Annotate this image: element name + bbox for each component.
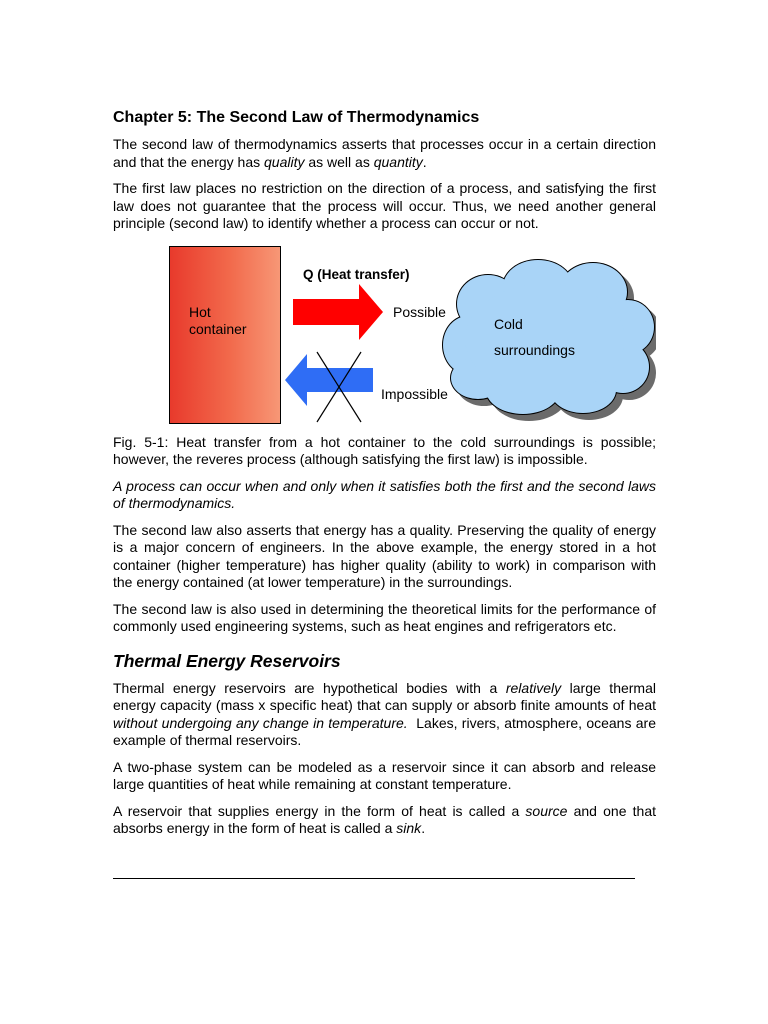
source-sink-paragraph: A reservoir that supplies energy in the form of heat is called a source and one that absorbs energy in the form of heat is called a sink.	[113, 802, 656, 836]
cloud-shape	[442, 259, 655, 415]
limits-paragraph: The second law is also used in determining the theoretical limits for the performance of commonly used engineering systems, such as heat engines and refrigerators etc.	[113, 600, 656, 634]
heat-transfer-label: Q (Heat transfer)	[303, 266, 410, 282]
first-law-paragraph: The first law places no restriction on the direction of a process, and satisfying the first law does not guarantee that the process will occur. Thus, we need another general principle (second law) to identify whether a process can occur or not.	[113, 180, 656, 231]
cold-label: Cold	[494, 315, 523, 332]
quality-emphasis: quality	[264, 153, 305, 170]
possible-label: Possible	[393, 303, 446, 320]
hot-container-label: Hot container	[189, 303, 247, 337]
page-content	[113, 108, 660, 847]
sink-emphasis: sink	[396, 820, 422, 836]
no-temp-change-emphasis: without undergoing any change in temperature.	[113, 714, 408, 731]
figure-heat-transfer	[113, 242, 656, 430]
quality-paragraph: The second law also asserts that energy has a quality. Preserving the quality of energy is a major concern of engineers. In the above example, the energy stored in a hot container (higher temperature) has higher quality (ability to work) in comparison with the energy contained (at lower temperature) in the surroundings.	[113, 521, 656, 590]
reverse-arrow	[285, 354, 373, 406]
figure-caption: Fig. 5-1: Heat transfer from a hot container to the cold surroundings is possible; however, the reveres process (although satisfying the first law) is impossible.	[113, 433, 656, 467]
intro-paragraph: The second law of thermodynamics asserts that processes occur in a certain direction and that the energy has quality as well as quantity.	[113, 136, 656, 170]
quantity-emphasis: quantity	[373, 153, 423, 170]
surroundings-label: surroundings	[494, 341, 575, 358]
reservoir-paragraph: Thermal energy reservoirs are hypothetical bodies with a relatively large thermal energy capacity (mass x specific heat) that can supply or absorb finite amounts of heat without undergoing any change in temperature. Lakes, rivers, atmosphere, oceans are example of thermal reservoirs.	[113, 679, 660, 748]
footer-rule	[113, 878, 635, 879]
relatively-emphasis: relatively	[505, 679, 562, 696]
impossible-label: Impossible	[381, 385, 448, 402]
two-phase-paragraph: A two-phase system can be modeled as a reservoir since it can absorb and release large quantities of heat while remaining at constant temperature.	[113, 758, 656, 792]
section-title: Thermal Energy Reservoirs	[113, 650, 341, 671]
source-emphasis: source	[525, 802, 568, 819]
italic-statement: A process can occur when and only when it satisfies both the first and the second laws of thermodynamics.	[113, 477, 656, 511]
chapter-title: Chapter 5: The Second Law of Thermodynamics	[113, 109, 480, 126]
forward-arrow	[293, 284, 383, 340]
